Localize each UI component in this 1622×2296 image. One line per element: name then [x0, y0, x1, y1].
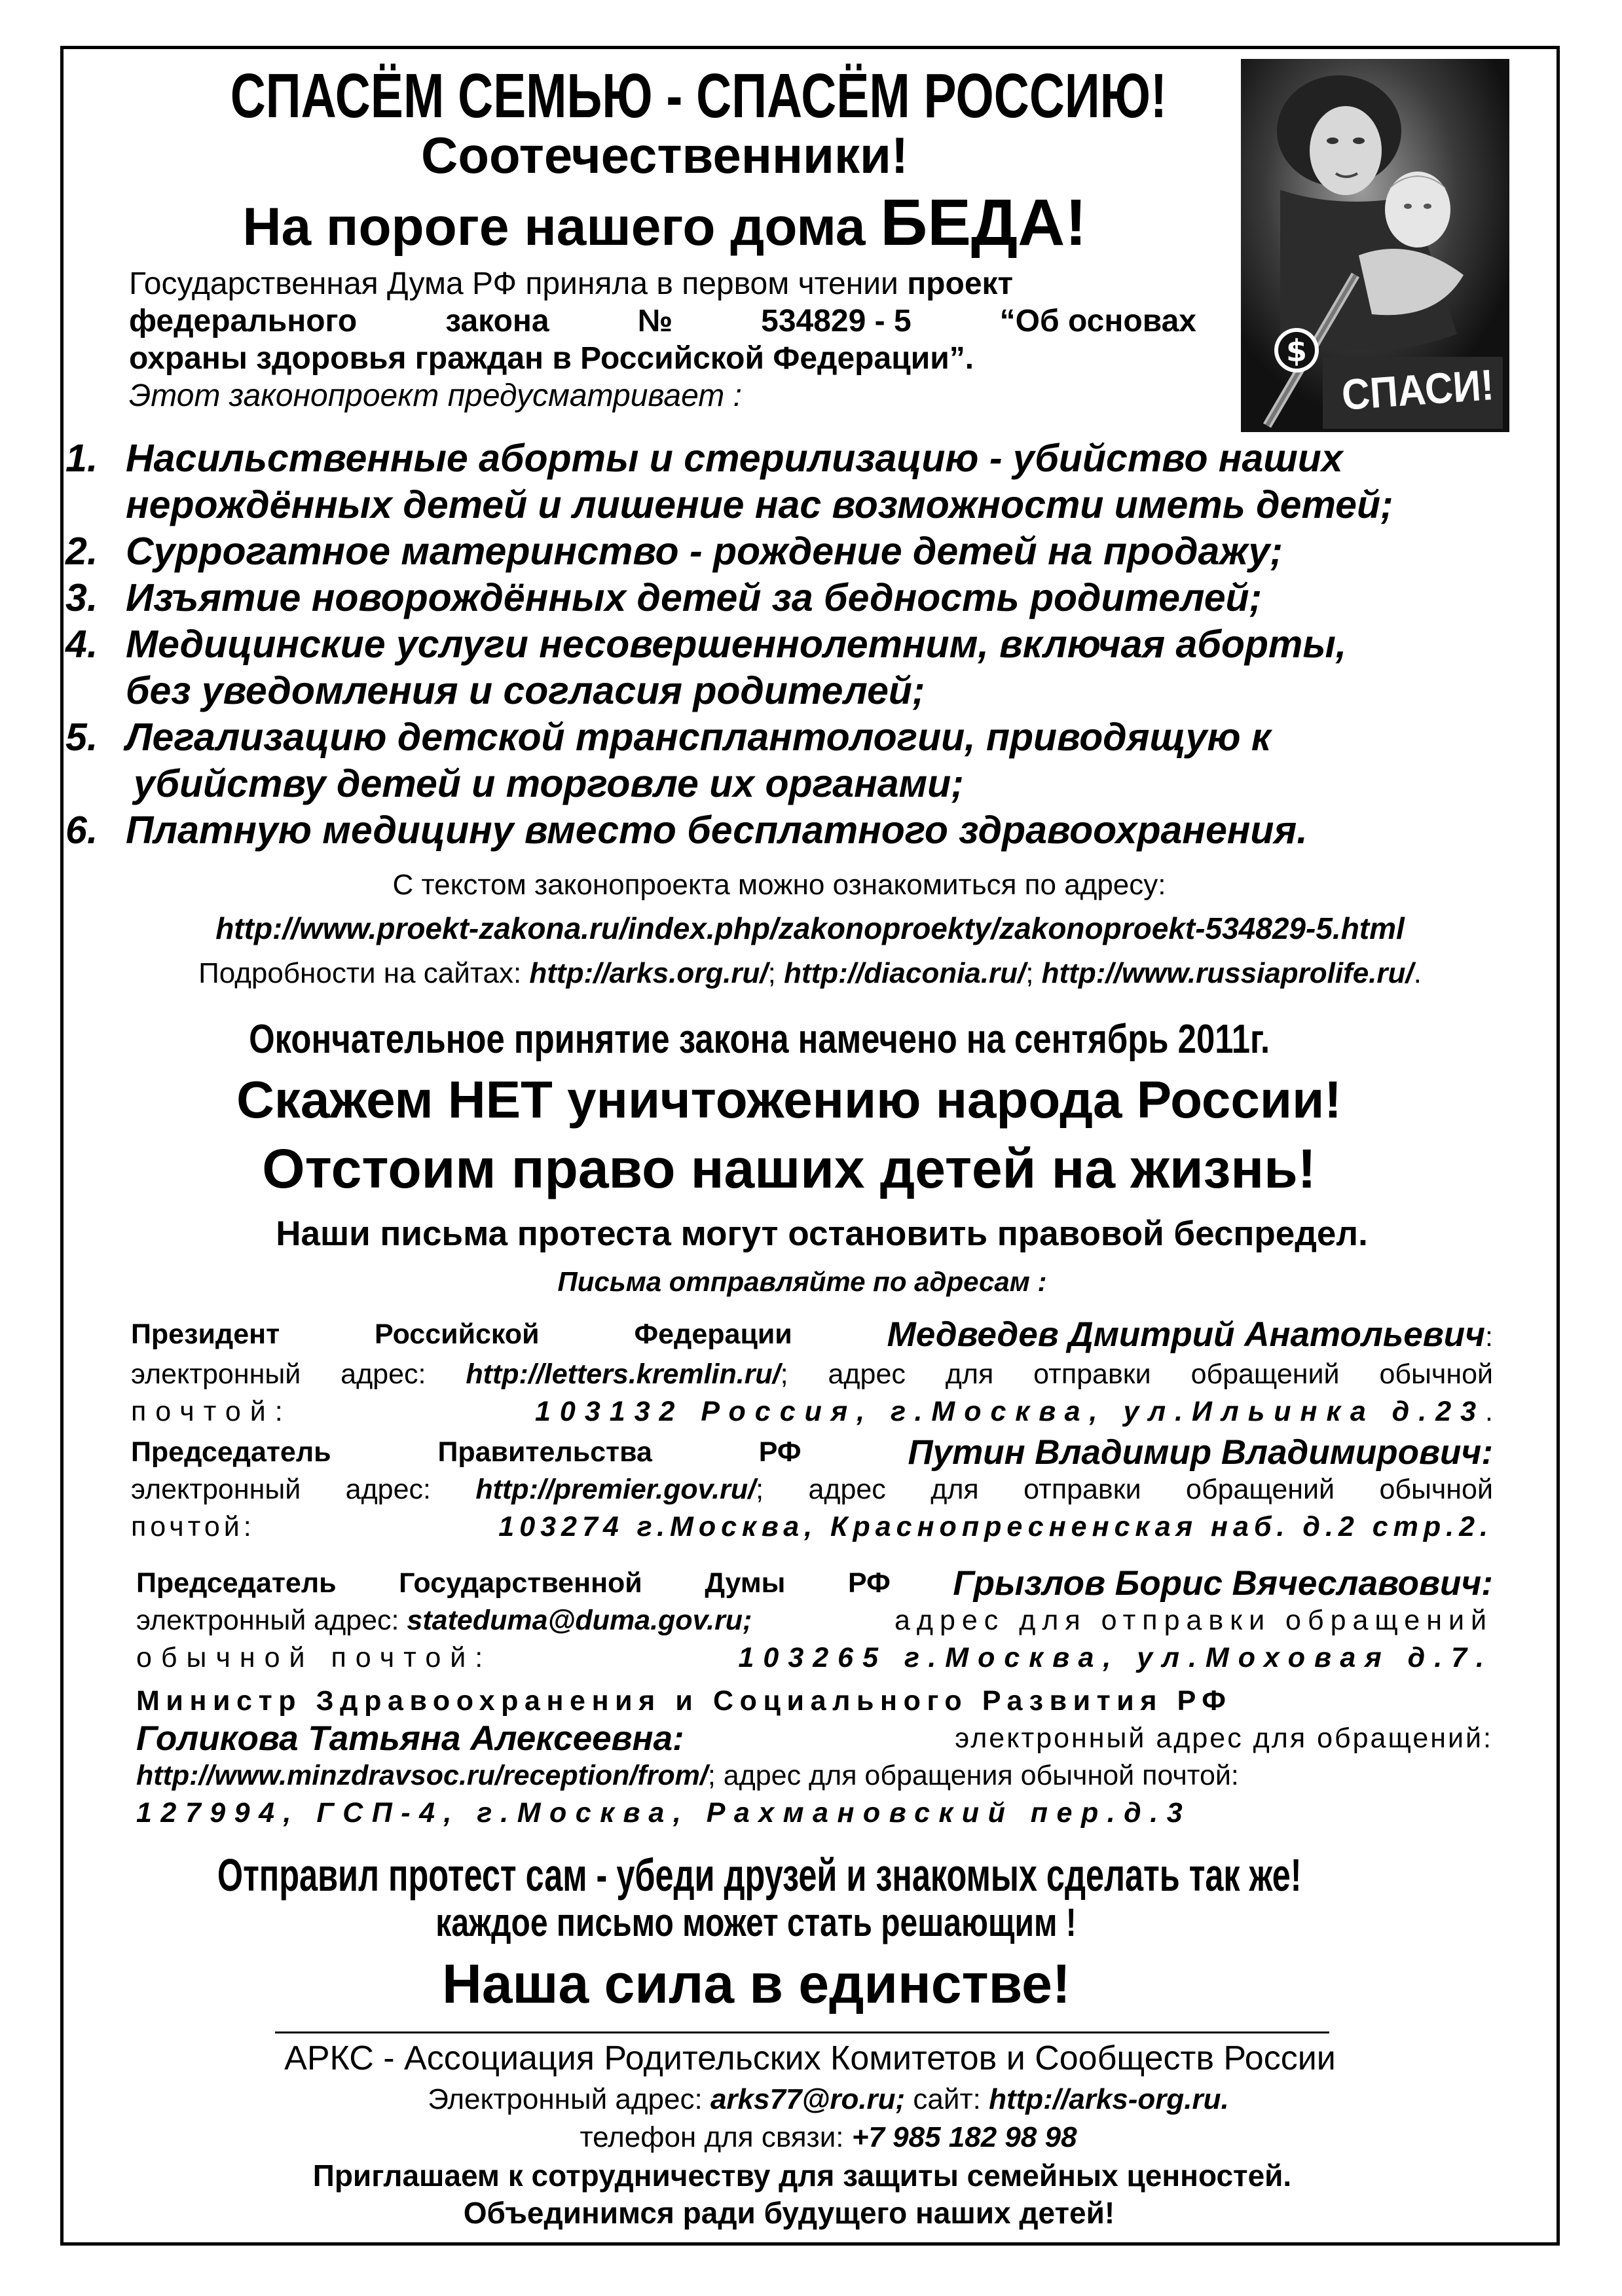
intro-paragraph: [129, 265, 1196, 414]
premier-post-line: почтой: 103274 г.Москва, Краснопресненская наб. д.2 стр.2.: [131, 1511, 1493, 1542]
protest-letters-text: Наши письма протеста могут остановить правовой беспредел.: [276, 1214, 1368, 1253]
list-item: 2. Суррогатное материнство - рождение детей на продажу;: [65, 530, 1283, 573]
phone-line: телефон для связи: +7 985 182 98 98: [580, 2121, 1077, 2153]
details-sites: Подробности на сайтах: http://arks.org.ru/; http://diaconia.ru/; http://www.russiaprolife.ru/.: [198, 957, 1422, 989]
health-email-line: http://www.minzdravsoc.ru/reception/from/; адрес для обращения обычной почтой:: [136, 1760, 1239, 1791]
project-url-link[interactable]: http://www.proekt-zakona.ru/index.php/zakonoproekty/zakonoproekt-534829-5.html: [215, 911, 1405, 945]
danger-heading: На пороге нашего дома БЕДА!: [242, 186, 1087, 259]
arks-email-link[interactable]: arks77@ro.ru;: [710, 2083, 906, 2115]
send-to-label: Письма отправляйте по адресам :: [557, 1266, 1047, 1297]
addressee-health-ministry: [136, 1683, 1493, 1832]
health-post-line: 127994, ГСП-4, г.Москва, Рахмановский пер.д.3: [136, 1797, 1192, 1829]
premier-title-line: Председатель Правительства РФ Путин Владимир Владимирович:: [131, 1433, 1493, 1472]
list-item: 1. Насильственные аборты и стерилизацию - убийство наших нерождённых детей и лишение нас возможности иметь детей;: [65, 437, 1393, 526]
premier-email-line: электронный адрес: http://premier.gov.ru/; адрес для отправки обращений обычной: [131, 1474, 1493, 1505]
footer-divider: [275, 2032, 1329, 2033]
law-text-intro: С текстом законопроекта можно ознакомиться по адресу:: [392, 869, 1166, 901]
say-no-heading: Скажем НЕТ уничтожению народа России!: [236, 1070, 1342, 1129]
health-title-line: Министр Здравоохранения и Социального Развития РФ: [136, 1685, 1232, 1717]
unite-line: Объединимся ради будущего наших детей!: [463, 2196, 1115, 2230]
duma-title-line: Председатель Государственной Думы РФ Грызлов Борис Вячеславович:: [136, 1564, 1493, 1603]
kremlin-email-link[interactable]: http://letters.kremlin.ru/: [466, 1358, 781, 1390]
addressee-president: [131, 1316, 1493, 1430]
diaconia-site-link[interactable]: http://diaconia.ru/: [784, 957, 1026, 989]
intro-line-4: Этот законопроект предусматривает :: [129, 378, 742, 413]
threat-list: [65, 435, 1552, 854]
deadline-notice: Окончательное принятие закона намечено на сентябрь 2011г.: [249, 1017, 1270, 1062]
invite-line: Приглашаем к сотрудничеству для защиты семейных ценностей.: [312, 2159, 1292, 2193]
list-item: 6. Платную медицину вместо бесплатного здравоохранения.: [65, 809, 1308, 852]
russiaprolife-site-link[interactable]: http://www.russiaprolife.ru/: [1041, 957, 1414, 989]
defend-right-heading: Отстоим право наших детей на жизнь!: [262, 1138, 1316, 1199]
duma-email-link[interactable]: stateduma@duma.gov.ru;: [407, 1605, 752, 1636]
addressee-duma: [136, 1565, 1493, 1677]
org-name: АРКС - Ассоциация Родительских Комитетов и Сообществ России: [284, 2039, 1336, 2077]
addressee-premier: [131, 1434, 1493, 1546]
president-post-line: почтой: 103132 Россия, г.Москва, ул.Ильинка д.23.: [131, 1396, 1493, 1427]
health-name-line: Голикова Татьяна Алексеевна: электронный адрес для обращений:: [136, 1719, 1493, 1758]
list-item: 5. Легализацию детской трансплантологии, приводящую к убийству детей и торговле их органами;: [65, 716, 1271, 805]
list-item: 4. Медицинские услуги несовершеннолетним, включая аборты, без уведомления и согласия родителей;: [65, 623, 1347, 712]
unity-heading: Наша сила в единстве!: [442, 1953, 1071, 2014]
slogan-heading: СПАСЁМ СЕМЬЮ - СПАСЁМ РОССИЮ!: [230, 61, 1167, 131]
every-letter-call: каждое письмо может стать решающим !: [435, 1901, 1077, 1944]
president-email-line: электронный адрес: http://letters.kremlin.ru/; адрес для отправки обращений обычной: [131, 1358, 1493, 1390]
intro-line-1: Государственная Дума РФ приняла в первом чтении проект: [129, 266, 1014, 301]
sent-protest-call: Отправил протест сам - убеди друзей и знакомых сделать так же!: [217, 1850, 1302, 1901]
arks-site-link[interactable]: http://arks.org.ru/: [529, 957, 768, 989]
duma-post-line: обычной почтой: 103265 г.Москва, ул.Моховая д.7.: [136, 1642, 1493, 1673]
phone-number: +7 985 182 98 98: [851, 2121, 1077, 2153]
minzdrav-link[interactable]: http://www.minzdravsoc.ru/reception/from/: [136, 1760, 708, 1791]
poster-caption: СПАСИ!: [1340, 359, 1496, 420]
compatriots-heading: Соотечественники!: [421, 126, 908, 184]
intro-line-3: охраны здоровья граждан в Российской Федерации”.: [129, 341, 974, 376]
dollar-sign: $: [1285, 333, 1308, 369]
intro-line-2: федерального закона № 534829 - 5 “Об основах: [129, 304, 1196, 338]
arks-site-footer-link[interactable]: http://arks-org.ru.: [989, 2083, 1229, 2115]
propaganda-poster-image: [1241, 59, 1509, 432]
premier-email-link[interactable]: http://premier.gov.ru/: [475, 1474, 756, 1505]
contact-line: Электронный адрес: arks77@ro.ru; сайт: http://arks-org.ru.: [428, 2083, 1229, 2115]
duma-email-line: электронный адрес: stateduma@duma.gov.ru; адрес для отправки обращений: [136, 1605, 1493, 1636]
president-title-line: Президент Российской Федерации Медведев Дмитрий Анатольевич:: [131, 1315, 1493, 1354]
list-item: 3. Изъятие новорождённых детей за бедность родителей;: [65, 576, 1263, 619]
